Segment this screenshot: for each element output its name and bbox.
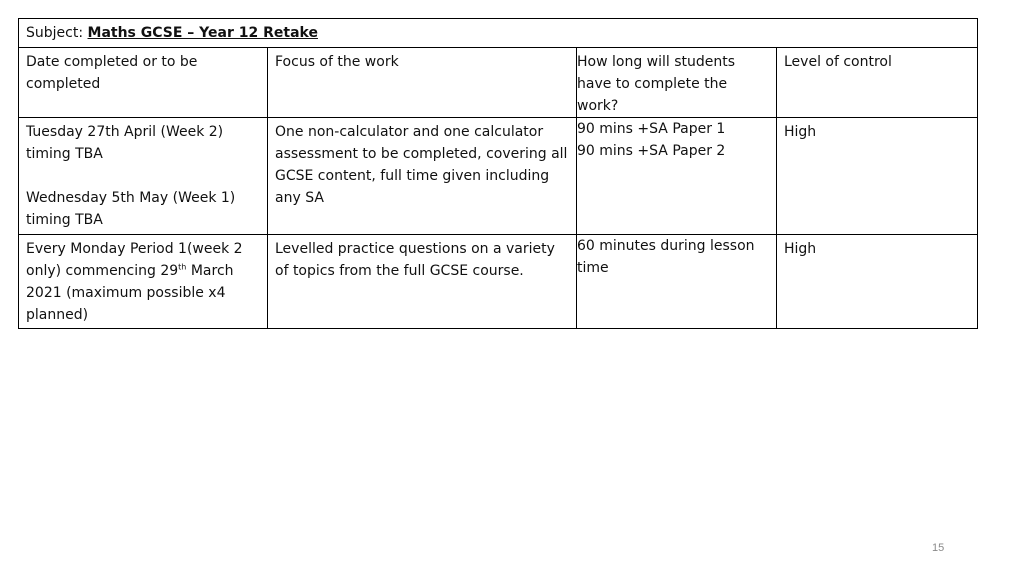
header-date: Date completed or to be completed xyxy=(19,48,268,118)
date-line: Tuesday 27th April (Week 2) timing TBA xyxy=(26,124,224,162)
subject-cell xyxy=(19,19,978,48)
date-cell xyxy=(19,235,268,329)
duration-line: 90 mins +SA Paper 2 xyxy=(577,143,726,159)
duration-cell xyxy=(577,118,777,235)
duration-line: 90 mins +SA Paper 1 xyxy=(577,121,726,137)
header-duration: How long will students have to complete the work? xyxy=(577,48,777,118)
focus-cell: Levelled practice questions on a variety of topics from the full GCSE course. xyxy=(268,235,577,329)
date-text: March 2021 (maximum possible x4 planned) xyxy=(26,263,234,323)
table-row xyxy=(19,118,978,235)
table-row xyxy=(19,235,978,329)
subject-row xyxy=(19,19,978,48)
date-cell xyxy=(19,118,268,235)
header-control: Level of control xyxy=(777,48,978,118)
control-cell: High xyxy=(777,235,978,329)
assessment-table xyxy=(18,18,978,329)
control-cell: High xyxy=(777,118,978,235)
focus-cell: One non-calculator and one calculator assessment to be completed, covering all GCSE content, full time given including any SA xyxy=(268,118,577,235)
spacer xyxy=(26,165,260,187)
header-focus: Focus of the work xyxy=(268,48,577,118)
ordinal-suffix: th xyxy=(178,262,187,272)
page-number: 15 xyxy=(932,542,945,554)
date-text: Every Monday Period 1(week 2 only) commencing 29 xyxy=(26,241,243,279)
subject-label: Subject: xyxy=(26,25,84,41)
date-line: Wednesday 5th May (Week 1) timing TBA xyxy=(26,190,236,228)
header-row xyxy=(19,48,978,118)
subject-value: Maths GCSE – Year 12 Retake xyxy=(87,25,318,41)
duration-cell: 60 minutes during lesson time xyxy=(577,235,777,329)
